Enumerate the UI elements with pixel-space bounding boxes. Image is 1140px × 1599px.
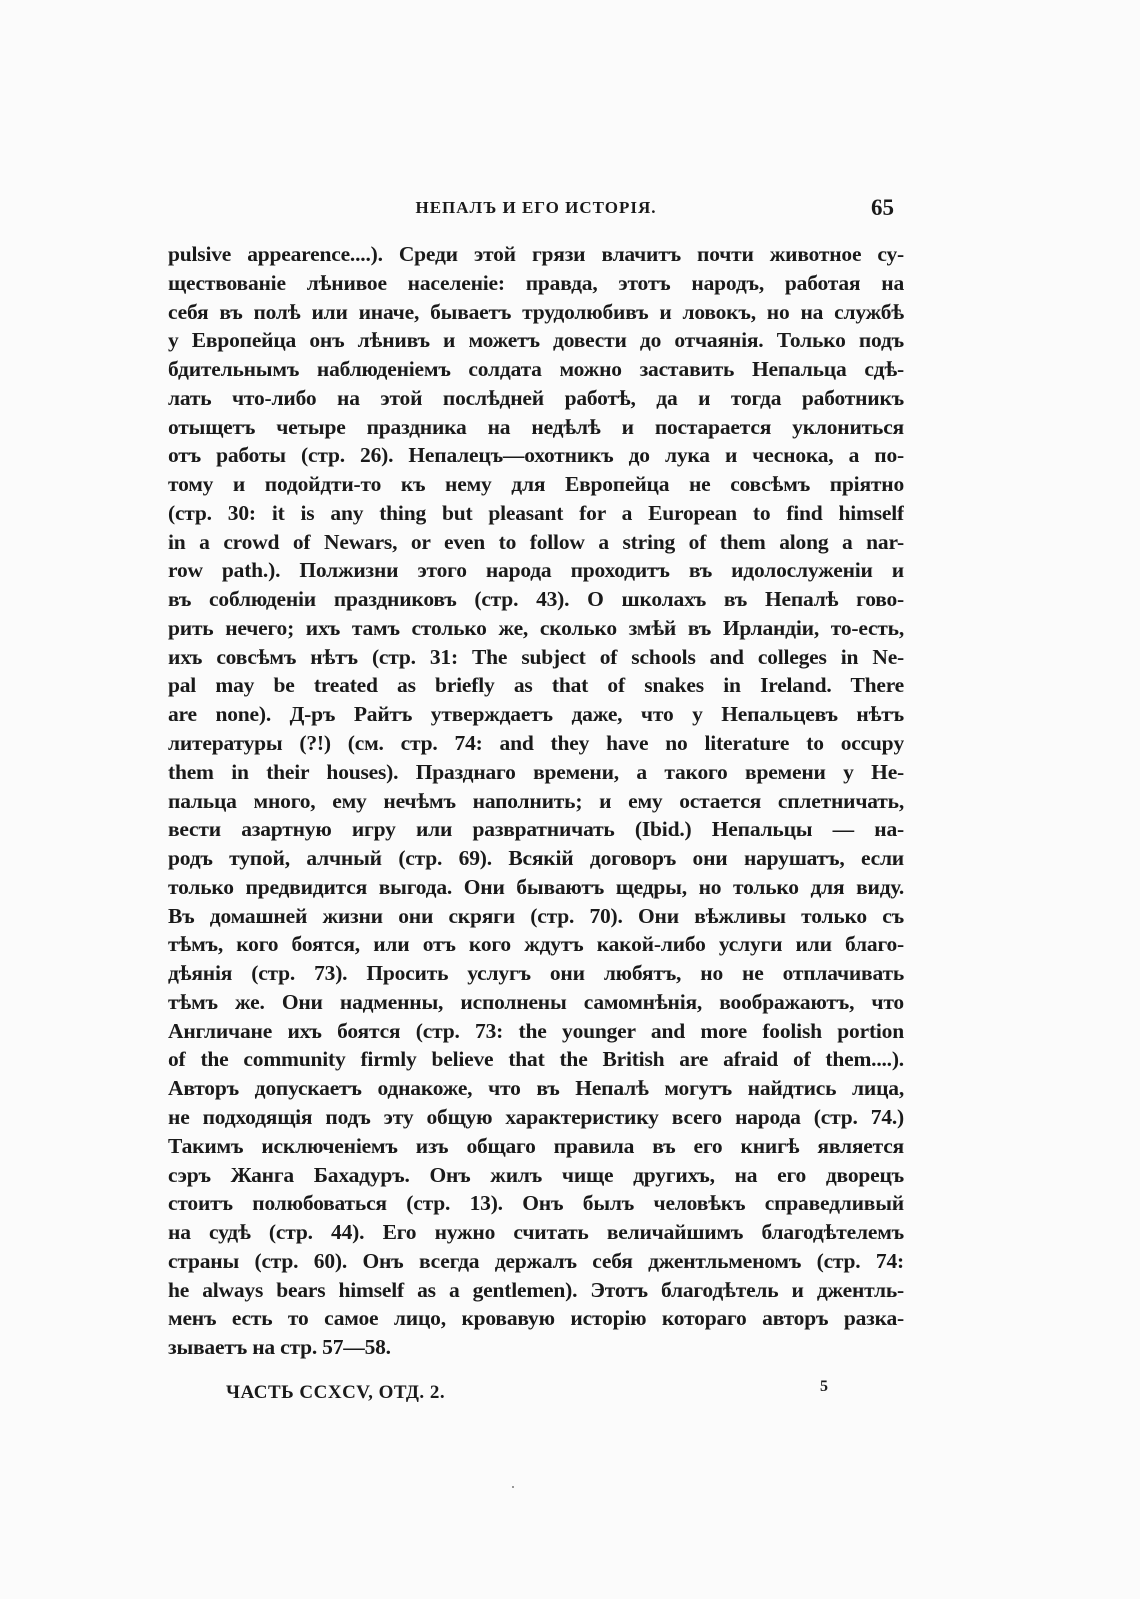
text-line: отъ работы (стр. 26). Непалецъ—охотникъ до лука и чеснока, а по- bbox=[168, 443, 904, 468]
text-line: вести азартную игру или развратничать (Ibid.) Непальцы — на- bbox=[168, 817, 904, 842]
text-line: страны (стр. 60). Онъ всегда держалъ себя джентльменомъ (стр. 74: bbox=[168, 1248, 904, 1273]
text-line: (стр. 30: it is any thing but pleasant for a European to find himself bbox=[168, 500, 904, 525]
text-line: дѣянія (стр. 73). Просить услугъ они любятъ, но не отплачивать bbox=[168, 961, 904, 986]
text-line: are none). Д-ръ Райтъ утверждаетъ даже, что у Непальцевъ нѣтъ bbox=[168, 702, 904, 727]
text-line: въ соблюденіи праздниковъ (стр. 43). О школахъ въ Непалѣ гово- bbox=[168, 587, 904, 612]
signature-mark: ЧАСТЬ CCXCV, ОТД. 2. bbox=[226, 1382, 446, 1403]
text-line: не подходящія подъ эту общую характеристику всего народа (стр. 74.) bbox=[168, 1104, 904, 1129]
sheet-mark: 5 bbox=[820, 1378, 828, 1395]
text-line: менъ есть то самое лицо, кровавую исторію котораго авторъ разка- bbox=[168, 1306, 904, 1331]
text-line: in a crowd of Newars, or even to follow a string of them along a nar- bbox=[168, 529, 904, 554]
text-line: тѣмъ же. Они надменны, исполнены самомнѣнія, воображаютъ, что bbox=[168, 989, 904, 1014]
text-line: бдительнымъ наблюденіемъ солдата можно заставить Непальца сдѣ- bbox=[168, 357, 904, 382]
text-line: себя въ полѣ или иначе, бываетъ трудолюбивъ и ловокъ, но на службѣ bbox=[168, 299, 904, 324]
text-line: row path.). Полжизни этого народа проходитъ въ идолослуженіи и bbox=[168, 558, 904, 583]
text-line: сэръ Жанга Бахадуръ. Онъ жилъ чище другихъ, на его дворецъ bbox=[168, 1162, 904, 1187]
text-line: he always bears himself as a gentlemen). Этотъ благодѣтель и джентль- bbox=[168, 1277, 904, 1302]
page-header bbox=[168, 195, 904, 228]
text-line: Въ домашней жизни они скряги (стр. 70). Они вѣжливы только съ bbox=[168, 903, 904, 928]
text-line: pulsive appearence....). Среди этой грязи влачитъ почти животное су- bbox=[168, 242, 904, 266]
running-title: НЕПАЛЪ И ЕГО ИСТОРІЯ. bbox=[415, 198, 657, 217]
text-line: of the community firmly believe that the British are afraid of them....). bbox=[168, 1047, 904, 1072]
text-line: зываетъ на стр. 57—58. bbox=[168, 1335, 391, 1360]
text-line: стоитъ полюбоваться (стр. 13). Онъ былъ человѣкъ справедливый bbox=[168, 1191, 904, 1216]
text-line: пальца много, ему нечѣмъ наполнить; и ему остается сплетничать, bbox=[168, 788, 904, 813]
page-number: 65 bbox=[871, 195, 894, 220]
text-line: у Европейца онъ лѣнивъ и можетъ довести до отчаянія. Только подъ bbox=[168, 328, 904, 353]
text-line: them in their houses). Празднаго времени, а такого времени у Не- bbox=[168, 759, 904, 784]
text-line: отыщетъ четыре праздника на недѣлѣ и постарается уклониться bbox=[168, 414, 904, 439]
text-line: ихъ совсѣмъ нѣтъ (стр. 31: The subject of schools and colleges in Ne- bbox=[168, 644, 904, 669]
text-line: только предвидится выгода. Они бываютъ щедры, но только для виду. bbox=[168, 874, 904, 899]
text-line: рить нечего; ихъ тамъ столько же, сколько змѣй въ Ирландіи, то-есть, bbox=[168, 615, 904, 640]
text-line: на судѣ (стр. 44). Его нужно считать величайшимъ благодѣтелемъ bbox=[168, 1220, 904, 1245]
text-line: тому и подойдти-то къ нему для Европейца не совсѣмъ пріятно bbox=[168, 472, 904, 497]
text-line: pal may be treated as briefly as that of snakes in Ireland. There bbox=[168, 673, 904, 698]
text-line: лать что-либо на этой послѣдней работѣ, да и тогда работникъ bbox=[168, 385, 904, 410]
text-line: литературы (?!) (см. стр. 74: and they have no literature to occupy bbox=[168, 731, 904, 756]
page-footer bbox=[226, 1378, 828, 1412]
text-line: Такимъ исключеніемъ изъ общаго правила въ его книгѣ является bbox=[168, 1133, 904, 1158]
text-line: ществованіе лѣнивое населеніе: правда, этотъ народъ, работая на bbox=[168, 270, 904, 295]
text-line: тѣмъ, кого боятся, или отъ кого ждутъ какой-либо услуги или благо- bbox=[168, 932, 904, 957]
body-text bbox=[168, 240, 904, 1362]
scan-speck bbox=[512, 1486, 514, 1488]
text-line: Англичане ихъ боятся (стр. 73: the younger and more foolish portion bbox=[168, 1018, 904, 1043]
text-line: родъ тупой, алчный (стр. 69). Всякій договоръ они нарушатъ, если bbox=[168, 846, 904, 871]
text-line: Авторъ допускаетъ однакоже, что въ Непалѣ могутъ найдтись лица, bbox=[168, 1076, 904, 1101]
